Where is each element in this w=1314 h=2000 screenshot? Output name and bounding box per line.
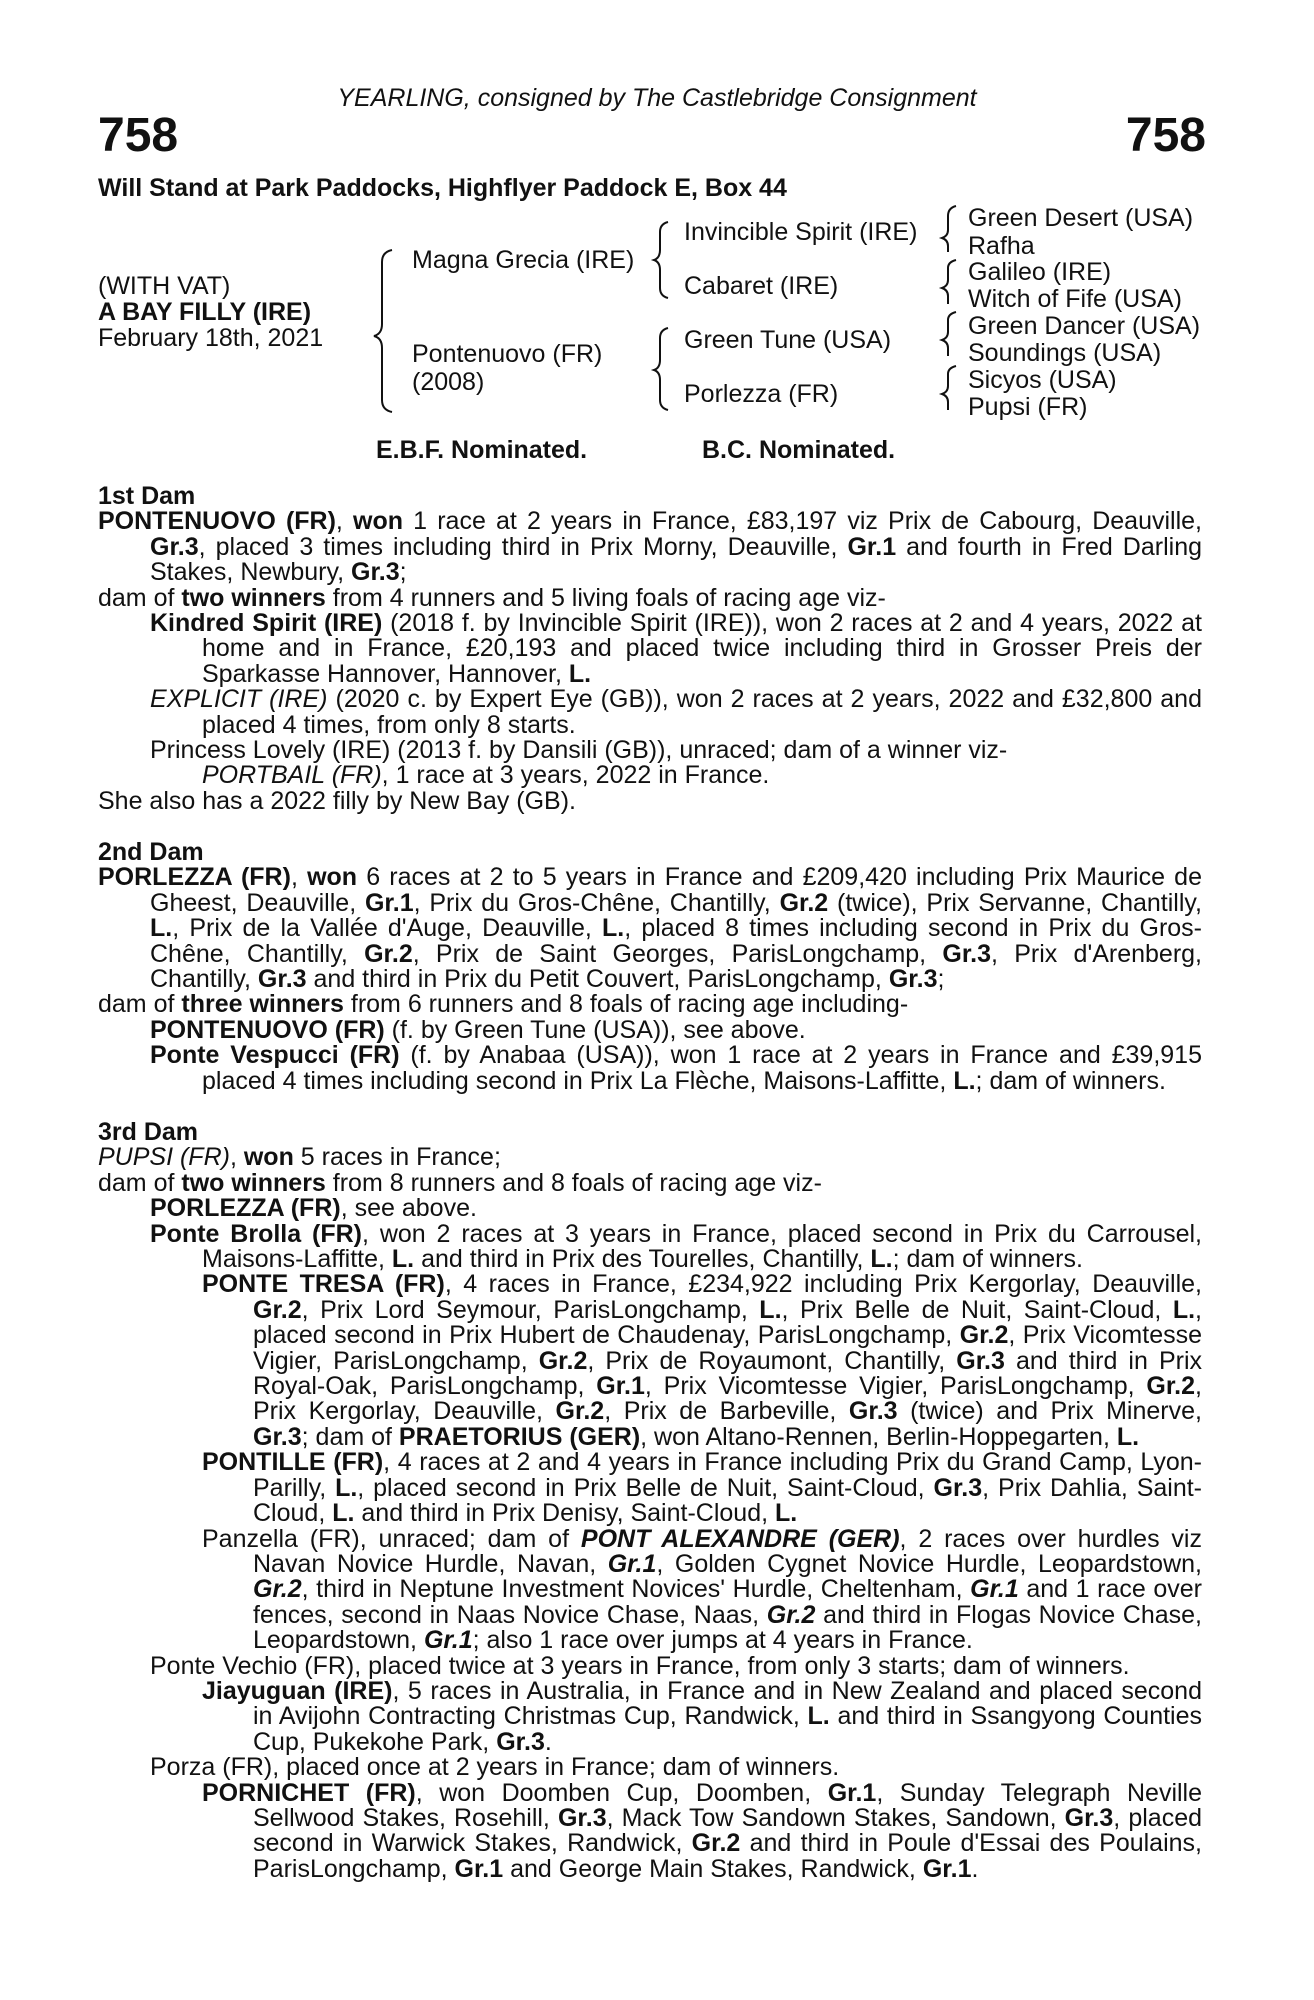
text: , 2 races over hurdles viz Navan Novice Hurdle, Navan,	[253, 1524, 1202, 1578]
text: (2018 f. by Invincible Spirit (IRE)), won 2 races at 2 and 4 years, 2022 at home and in France, £20,193 and placed twice including third in Grosser Preis der Sparkasse Hannover, Hannover,	[202, 609, 1202, 688]
horse-name: PONTENUOVO (FR)	[150, 1015, 385, 1044]
second-dam-heading: 2nd Dam	[98, 838, 204, 866]
text: from 6 runners and 8 foals of racing age including-	[343, 990, 909, 1019]
produce-entry	[98, 1196, 1202, 1221]
produce-entry	[98, 687, 1202, 738]
text: dam of	[98, 990, 182, 1019]
produce-entry	[98, 1450, 1202, 1526]
produce-entry	[98, 611, 1202, 687]
first-dam-produce-summary	[98, 583, 1202, 612]
text: , won Altano-Rennen, Berlin-Hoppegarten,	[640, 1422, 1117, 1451]
listed-grade: L.	[332, 1499, 355, 1528]
group-grade: Gr.2	[538, 1346, 588, 1375]
consignment-line: YEARLING, consigned by The Castlebridge Consignment	[337, 84, 977, 112]
text: , 4 races in France, £234,922 including Prix Kergorlay, Deauville,	[444, 1270, 1202, 1299]
first-dam-section	[98, 484, 1202, 814]
group-grade: Gr.3	[888, 965, 938, 994]
listed-grade: L.	[391, 1245, 415, 1274]
pedigree-g2: Rafha	[968, 232, 1035, 260]
text: , placed 3 times including third in Prix Morny, Deauville,	[198, 532, 848, 561]
text: ; also 1 race over jumps at 4 years in France.	[472, 1626, 973, 1655]
text: (f. by Anabaa (USA)), won 1 race at 2 years in France and £39,915 placed 4 times including second in Prix La Flèche, Maisons-Laffitte,	[202, 1041, 1202, 1095]
produce-entry	[98, 1524, 1202, 1655]
produce-entry	[98, 1755, 1202, 1780]
winners-count: three winners	[181, 990, 344, 1019]
group-grade: Gr.3	[496, 1727, 545, 1756]
bc-nomination: B.C. Nominated.	[702, 436, 896, 464]
horse-name: PORTBAIL (FR)	[202, 761, 382, 790]
text: and 1 race over fences, second in Naas Novice Chase, Naas,	[253, 1575, 1202, 1629]
group-grade: Gr.2	[1146, 1372, 1196, 1401]
text: (f. by Green Tune (USA)), see above.	[384, 1015, 806, 1044]
second-dam-section	[98, 840, 1202, 1094]
text: ; dam of	[301, 1422, 399, 1451]
group-grade: Gr.3	[257, 965, 307, 994]
text: and George Main Stakes, Randwick,	[503, 1854, 923, 1883]
produce-entry	[98, 1015, 1202, 1044]
text: , Mack Tow Sandown Stakes, Sandown,	[606, 1803, 1065, 1832]
listed-grade: L.	[759, 1295, 782, 1324]
first-dam-heading: 1st Dam	[98, 482, 196, 510]
group-grade: Gr.3	[956, 1346, 1005, 1375]
text: and third in Ssangyong Counties Cup, Pukekohe Park,	[253, 1702, 1202, 1756]
group-grade: Gr.3	[942, 939, 992, 968]
lot-number-right: 758	[1125, 109, 1206, 162]
produce-entry	[98, 1778, 1203, 1883]
group-grade: Gr.1	[970, 1575, 1019, 1604]
group-grade: Gr.2	[959, 1321, 1009, 1350]
horse-name: PONT ALEXANDRE (GER)	[580, 1524, 900, 1553]
text: (2020 c. by Expert Eye (GB)), won 2 races at 2 years, 2022 and £32,800 and placed 4 times, from only 8 starts.	[202, 685, 1202, 739]
listed-grade: L.	[807, 1702, 830, 1731]
text: , third in Neptune Investment Novices' Hurdle, Cheltenham,	[301, 1575, 971, 1604]
group-grade: Gr.2	[779, 888, 829, 917]
text: , Prix de Barbeville,	[604, 1397, 849, 1426]
group-grade: Gr.1	[454, 1854, 504, 1883]
text: and third in Poule d'Essai des Poulains, ParisLongchamp,	[253, 1829, 1202, 1883]
pedigree-dam-dam: Porlezza (FR)	[684, 380, 839, 408]
text: , Prix Dahlia, Saint-Cloud,	[253, 1473, 1202, 1528]
pedigree-dam-sire: Green Tune (USA)	[684, 326, 892, 354]
text: .	[544, 1727, 552, 1756]
pedigree-sire-dam: Cabaret (IRE)	[684, 272, 839, 300]
listed-grade: L.	[602, 914, 625, 943]
text: , 1 race at 3 years, 2022 in France.	[381, 761, 770, 790]
text: , Prix Lord Seymour, ParisLongchamp,	[301, 1295, 760, 1324]
listed-grade: L.	[335, 1473, 358, 1502]
lot-number-left: 758	[98, 109, 179, 162]
group-grade: Gr.1	[607, 1549, 657, 1578]
text: , placed second in Prix Belle de Nuit, Saint-Cloud,	[357, 1473, 934, 1502]
text: , placed second in Warwick Stakes, Randwick,	[253, 1803, 1202, 1858]
text: (twice), Prix Servanne, Chantilly,	[828, 888, 1202, 917]
text: and fourth in Fred Darling Stakes, Newbury,	[150, 532, 1203, 587]
group-grade: Gr.1	[364, 888, 414, 917]
third-dam-heading: 3rd Dam	[98, 1118, 199, 1146]
text: 5 races in France;	[293, 1143, 501, 1172]
text: .	[971, 1854, 979, 1883]
horse-name: EXPLICIT (IRE)	[150, 685, 328, 714]
text: , Prix de Royaumont, Chantilly,	[587, 1346, 957, 1375]
produce-entry	[98, 1043, 1202, 1094]
text: , Prix d'Arenberg, Chantilly,	[150, 939, 1203, 994]
text: Panzella (FR), unraced; dam of	[202, 1524, 581, 1553]
listed-grade: L.	[953, 1066, 976, 1095]
vat-note: (WITH VAT)	[98, 272, 231, 300]
produce-entry	[98, 1676, 1202, 1756]
horse-name: PORNICHET (FR)	[202, 1778, 416, 1807]
pedigree-g7: Sicyos (USA)	[968, 366, 1117, 394]
group-grade: Gr.2	[253, 1295, 302, 1324]
listed-grade: L.	[568, 659, 592, 688]
group-grade: Gr.1	[596, 1372, 645, 1401]
text: , placed second in Prix Hubert de Chaudenay, ParisLongchamp,	[253, 1295, 1202, 1350]
text: , Prix Kergorlay, Deauville,	[253, 1372, 1202, 1426]
text: , 4 races at 2 and 4 years in France including Prix du Grand Camp, Lyon-Parilly,	[253, 1448, 1202, 1502]
text: , Prix Vicomtesse Vigier, ParisLongchamp,	[644, 1372, 1147, 1401]
pedigree-g1: Green Desert (USA)	[968, 204, 1194, 232]
group-grade: Gr.3	[150, 532, 199, 561]
first-dam-note	[98, 786, 1202, 815]
group-grade: Gr.2	[691, 1829, 741, 1858]
winners-count: two winners	[181, 583, 326, 612]
pedigree-dam-year: (2008)	[412, 368, 485, 396]
horse-name: PORLEZZA (FR)	[98, 863, 291, 892]
horse-name: Ponte Brolla (FR)	[150, 1219, 363, 1248]
group-grade: Gr.2	[766, 1600, 816, 1629]
group-grade: Gr.3	[848, 1397, 898, 1426]
group-grade: Gr.2	[253, 1575, 302, 1604]
text: ; dam of winners.	[975, 1066, 1166, 1095]
won-label: won	[243, 1143, 294, 1172]
horse-name: Jiayuguan (IRE)	[202, 1676, 393, 1705]
group-grade: Gr.1	[423, 1626, 473, 1655]
produce-entry	[98, 1219, 1203, 1274]
text: Porza (FR), placed once at 2 years in France; dam of winners.	[150, 1753, 840, 1782]
first-dam-record: PONTENUOVO (FR), won 1 race at 2 years in France, £83,197 viz Prix de Cabourg, Deauville, Gr.3, placed 3 times including third in Prix Morny, Deauville, Gr.1 and fourth in Fred Darling Stakes, Newbury, Gr.3;	[98, 507, 1203, 587]
listed-grade: L.	[870, 1245, 893, 1274]
text: , won Doomben Cup, Doomben,	[415, 1778, 828, 1807]
foaling-date: February 18th, 2021	[98, 324, 324, 352]
group-grade: Gr.1	[922, 1854, 972, 1883]
horse-name: Kindred Spirit (IRE)	[150, 609, 383, 638]
text: She also has a 2022 filly by New Bay (GB).	[98, 786, 577, 815]
text: , Golden Cygnet Novice Hurdle, Leopardstown,	[656, 1549, 1202, 1578]
third-dam-produce-summary	[98, 1168, 1202, 1197]
horse-name: PONTILLE (FR)	[202, 1448, 384, 1477]
produce-entry	[98, 1272, 1202, 1450]
text: dam of	[98, 583, 182, 612]
text: and third in Prix Denisy, Saint-Cloud,	[354, 1499, 775, 1528]
group-grade: Gr.1	[847, 532, 897, 561]
horse-name: PRAETORIUS (GER)	[398, 1422, 641, 1451]
text: , see above.	[340, 1194, 477, 1223]
group-grade: Gr.3	[1064, 1803, 1114, 1832]
second-dam-produce-summary	[98, 992, 1202, 1017]
pedigree-g6: Soundings (USA)	[968, 339, 1162, 367]
text: ;	[399, 558, 407, 587]
text: , Prix Belle de Nuit, Saint-Cloud,	[781, 1295, 1173, 1324]
listed-grade: L.	[775, 1499, 798, 1528]
group-grade: Gr.3	[253, 1422, 302, 1451]
text: , Prix de Saint Georges, ParisLongchamp,	[412, 939, 943, 968]
text: , 5 races in Australia, in France and in New Zealand and placed second in Avijohn Contracting Christmas Cup, Randwick,	[253, 1676, 1202, 1731]
listed-grade: L.	[1172, 1295, 1196, 1324]
text: and third in Prix du Petit Couvert, ParisLongchamp,	[306, 965, 889, 994]
third-dam-section	[98, 1120, 1202, 1882]
horse-name: PORLEZZA (FR)	[150, 1194, 341, 1223]
produce-entry	[98, 763, 1202, 788]
pedigree-g8: Pupsi (FR)	[968, 393, 1088, 421]
horse-name: PUPSI (FR)	[98, 1143, 230, 1172]
third-dam-record: PUPSI (FR), won 5 races in France;	[98, 1143, 501, 1172]
lot-title: A BAY FILLY (IRE)	[98, 298, 312, 326]
text: , won 2 races at 3 years in France, placed second in Prix du Carrousel, Maisons-Laffitte,	[202, 1219, 1203, 1274]
pedigree-g5: Green Dancer (USA)	[968, 312, 1201, 340]
horse-name: PONTE TRESA (FR)	[202, 1270, 445, 1299]
text: 1 race at 2 years in France, £83,197 viz Prix de Cabourg, Deauville,	[403, 507, 1202, 536]
text: dam of	[98, 1168, 182, 1197]
listed-grade: L.	[1116, 1422, 1140, 1451]
text: , placed 8 times including second in Prix du Gros-Chêne, Chantilly,	[150, 914, 1203, 968]
pedigree-g4: Witch of Fife (USA)	[968, 285, 1182, 313]
text: ;	[937, 965, 945, 994]
winners-count: two winners	[181, 1168, 326, 1197]
won-label: won	[353, 507, 404, 536]
group-grade: Gr.2	[364, 939, 413, 968]
text: (twice) and Prix Minerve,	[897, 1397, 1202, 1426]
pedigree-sire: Magna Grecia (IRE)	[412, 246, 635, 274]
text: , Sunday Telegraph Neville Sellwood Stakes, Rosehill,	[253, 1778, 1203, 1832]
horse-name: PONTENUOVO (FR)	[98, 507, 336, 536]
pedigree-g3: Galileo (IRE)	[968, 258, 1112, 286]
text: and third in Prix des Tourelles, Chantilly,	[414, 1245, 871, 1274]
group-grade: Gr.3	[557, 1803, 607, 1832]
text: and third in Prix Royal-Oak, ParisLongchamp,	[253, 1346, 1203, 1401]
text: , Prix Vicomtesse Vigier, ParisLongchamp,	[253, 1321, 1203, 1375]
text: , Prix du Gros-Chêne, Chantilly,	[413, 888, 780, 917]
text: from 8 runners and 8 foals of racing age viz-	[325, 1168, 822, 1197]
pedigree-dam: Pontenuovo (FR)	[412, 340, 603, 368]
produce-entry	[98, 738, 1202, 763]
horse-name: Ponte Vespucci (FR)	[150, 1041, 400, 1070]
text: Ponte Vechio (FR), placed twice at 3 years in France, from only 3 starts; dam of winners.	[150, 1651, 1130, 1680]
text: from 4 runners and 5 living foals of racing age viz-	[325, 583, 886, 612]
text: ; dam of winners.	[892, 1245, 1083, 1274]
text: Princess Lovely (IRE) (2013 f. by Dansili (GB)), unraced; dam of a winner viz-	[150, 736, 1008, 765]
stabling-location: Will Stand at Park Paddocks, Highflyer Paddock E, Box 44	[98, 174, 787, 202]
won-label: won	[307, 863, 358, 892]
group-grade: Gr.3	[351, 558, 400, 587]
listed-grade: L.	[150, 914, 173, 943]
produce-entry	[98, 1651, 1202, 1680]
group-grade: Gr.2	[555, 1397, 605, 1426]
second-dam-record: PORLEZZA (FR), won 6 races at 2 to 5 years in France and £209,420 including Prix Maurice de Gheest, Deauville, Gr.1, Prix du Gros-Chêne, Chantilly, Gr.2 (twice), Prix Servanne, Chantilly, L., Prix de la Vallée d'Auge, Deauville, L., placed 8 times including second in Prix du Gros-Chêne, Chantilly, Gr.2, Prix de Saint Georges, ParisLongchamp, Gr.3, Prix d'Arenberg, Chantilly, Gr.3 and third in Prix du Petit Couvert, ParisLongchamp, Gr.3;	[98, 863, 1203, 994]
text: 6 races at 2 to 5 years in France and £209,420 including Prix Maurice de Gheest, Deauville,	[150, 863, 1202, 917]
pedigree-sire-sire: Invincible Spirit (IRE)	[684, 218, 918, 246]
group-grade: Gr.1	[827, 1778, 877, 1807]
ebf-nomination: E.B.F. Nominated.	[376, 436, 588, 464]
text: and third in Flogas Novice Chase, Leopardstown,	[253, 1600, 1202, 1655]
text: , Prix de la Vallée d'Auge, Deauville,	[172, 914, 603, 943]
group-grade: Gr.3	[933, 1473, 983, 1502]
